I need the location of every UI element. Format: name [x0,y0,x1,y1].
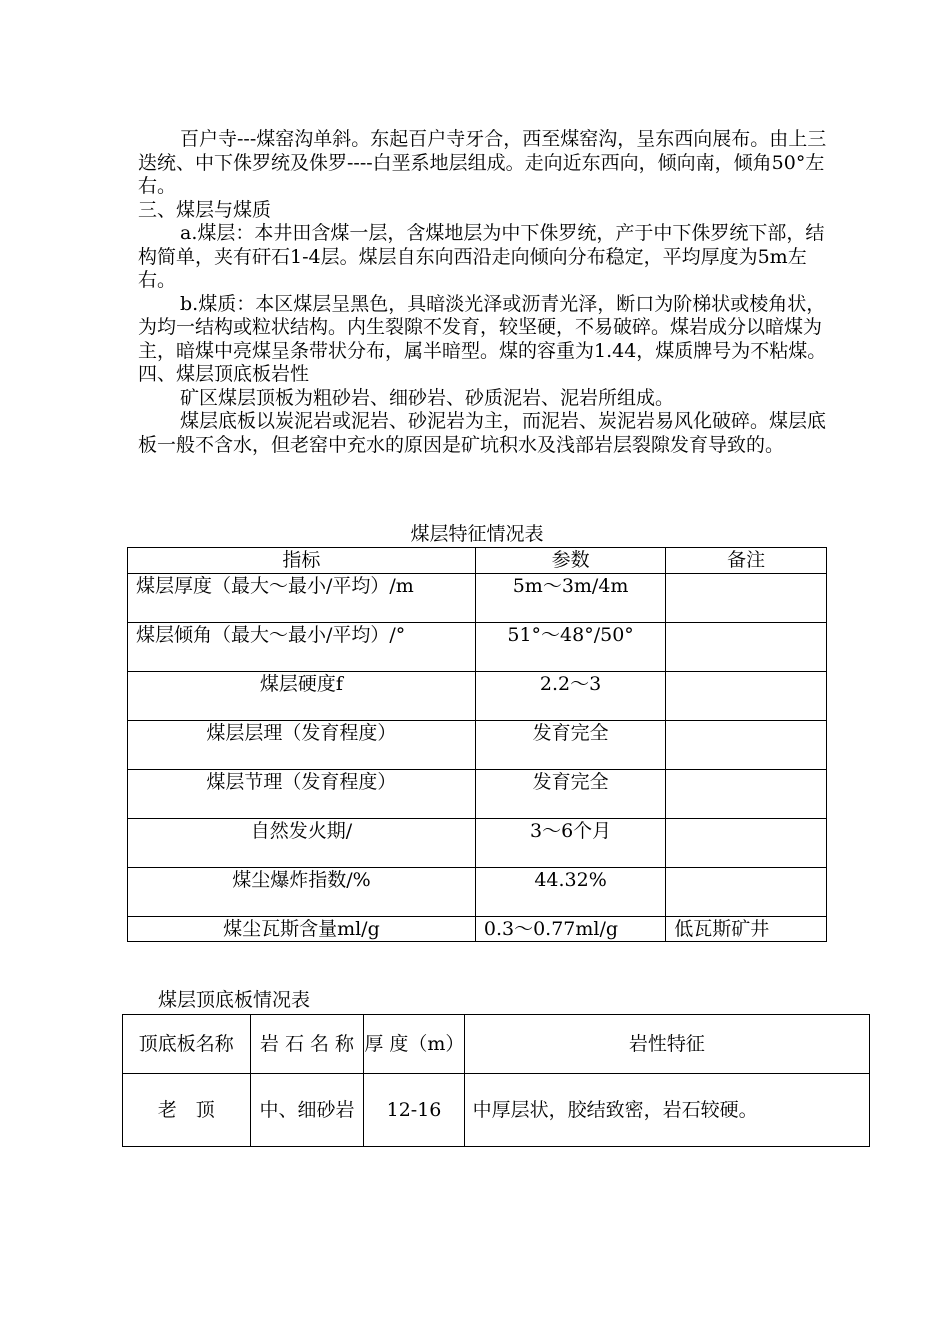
section-heading: 三、煤层与煤质 [138,198,272,221]
table-cell: 44.32% [475,868,665,917]
coal-seam-feature-table [127,547,827,942]
table-cell: 煤尘瓦斯含量ml/g [128,917,476,942]
roof-floor-table [122,1014,870,1147]
table-cell: 0.3～0.77ml/g [475,917,665,942]
column-header: 指标 [128,548,476,574]
table-cell: 5m～3m/4m [475,574,665,623]
table-cell [666,819,827,868]
column-header: 厚 度（m） [364,1015,464,1074]
table-caption: 煤层顶底板情况表 [158,989,311,1011]
column-header: 备注 [666,548,827,574]
table-header-row [128,548,827,574]
table-cell: 煤尘爆炸指数/% [128,868,476,917]
paragraph: a.煤层：本井田含煤一层，含煤地层为中下侏罗统，产于中下侏罗统下部，结构简单，夹有矸石1-4层。煤层自东向西沿走向倾向分布稳定，平均厚度为5m左右。 [138,222,825,291]
table-cell: 煤层倾角（最大～最小/平均）/° [128,623,476,672]
table-cell: 51°～48°/50° [475,623,665,672]
section-heading: 四、煤层顶底板岩性 [138,363,310,385]
table-cell: 3～6个月 [475,819,665,868]
table-row [128,917,827,942]
table-row [128,770,827,819]
table-cell: 煤层厚度（最大～最小/平均）/m [128,574,476,623]
table-cell [666,770,827,819]
table-caption: 煤层特征情况表 [410,523,544,545]
table-cell: 自然发火期/ [128,819,476,868]
column-header: 岩性特征 [464,1015,869,1074]
table-row [128,623,827,672]
paragraph: b.煤质：本区煤层呈黑色，具暗淡光泽或沥青光泽，断口为阶梯状或棱角状，为均一结构或粒状结构。内生裂隙不发育，较坚硬，不易破碎。煤岩成分以暗煤为主，暗煤中亮煤呈条带状分布，属半暗型。煤的容重为1.44，煤质牌号为不粘煤。 [138,292,827,362]
table-row [128,721,827,770]
column-header: 参数 [475,548,665,574]
table-cell [666,721,827,770]
paragraph: 煤层底板以炭泥岩或泥岩、砂泥岩为主，而泥岩、炭泥岩易风化破碎。煤层底板一般不含水，但老窑中充水的原因是矿坑积水及浅部岩层裂隙发育导致的。 [138,410,827,456]
table-cell [666,574,827,623]
column-header: 顶底板名称 [123,1015,251,1074]
table-cell: 低瓦斯矿井 [666,917,827,942]
paragraph: 矿区煤层顶板为粗砂岩、细砂岩、砂质泥岩、泥岩所组成。 [180,386,675,409]
table-cell: 煤层节理（发育程度） [128,770,476,819]
table-cell: 老 顶 [123,1074,251,1147]
table-cell [666,623,827,672]
table-row [123,1074,870,1147]
table-cell [666,672,827,721]
table-cell: 2.2～3 [475,672,665,721]
table-cell: 煤层层理（发育程度） [128,721,476,770]
column-header: 岩 石 名 称 [250,1015,364,1074]
table-row [128,672,827,721]
table-cell: 12-16 [364,1074,464,1147]
table-header-row [123,1015,870,1074]
body-text [138,128,838,457]
table-row [128,868,827,917]
table-cell [666,868,827,917]
table-cell: 中、细砂岩 [250,1074,364,1147]
table-cell: 中厚层状，胶结致密，岩石较硬。 [464,1074,869,1147]
table-row [128,574,827,623]
table-cell: 发育完全 [475,770,665,819]
paragraph: 百户寺---煤窑沟单斜。东起百户寺牙合，西至煤窑沟，呈东西向展布。由上三迭统、中下侏罗统及侏罗----白垩系地层组成。走向近东西向，倾向南，倾角50°左右。 [138,128,827,197]
table-cell: 发育完全 [475,721,665,770]
table-row [128,819,827,868]
table-cell: 煤层硬度f [128,672,476,721]
